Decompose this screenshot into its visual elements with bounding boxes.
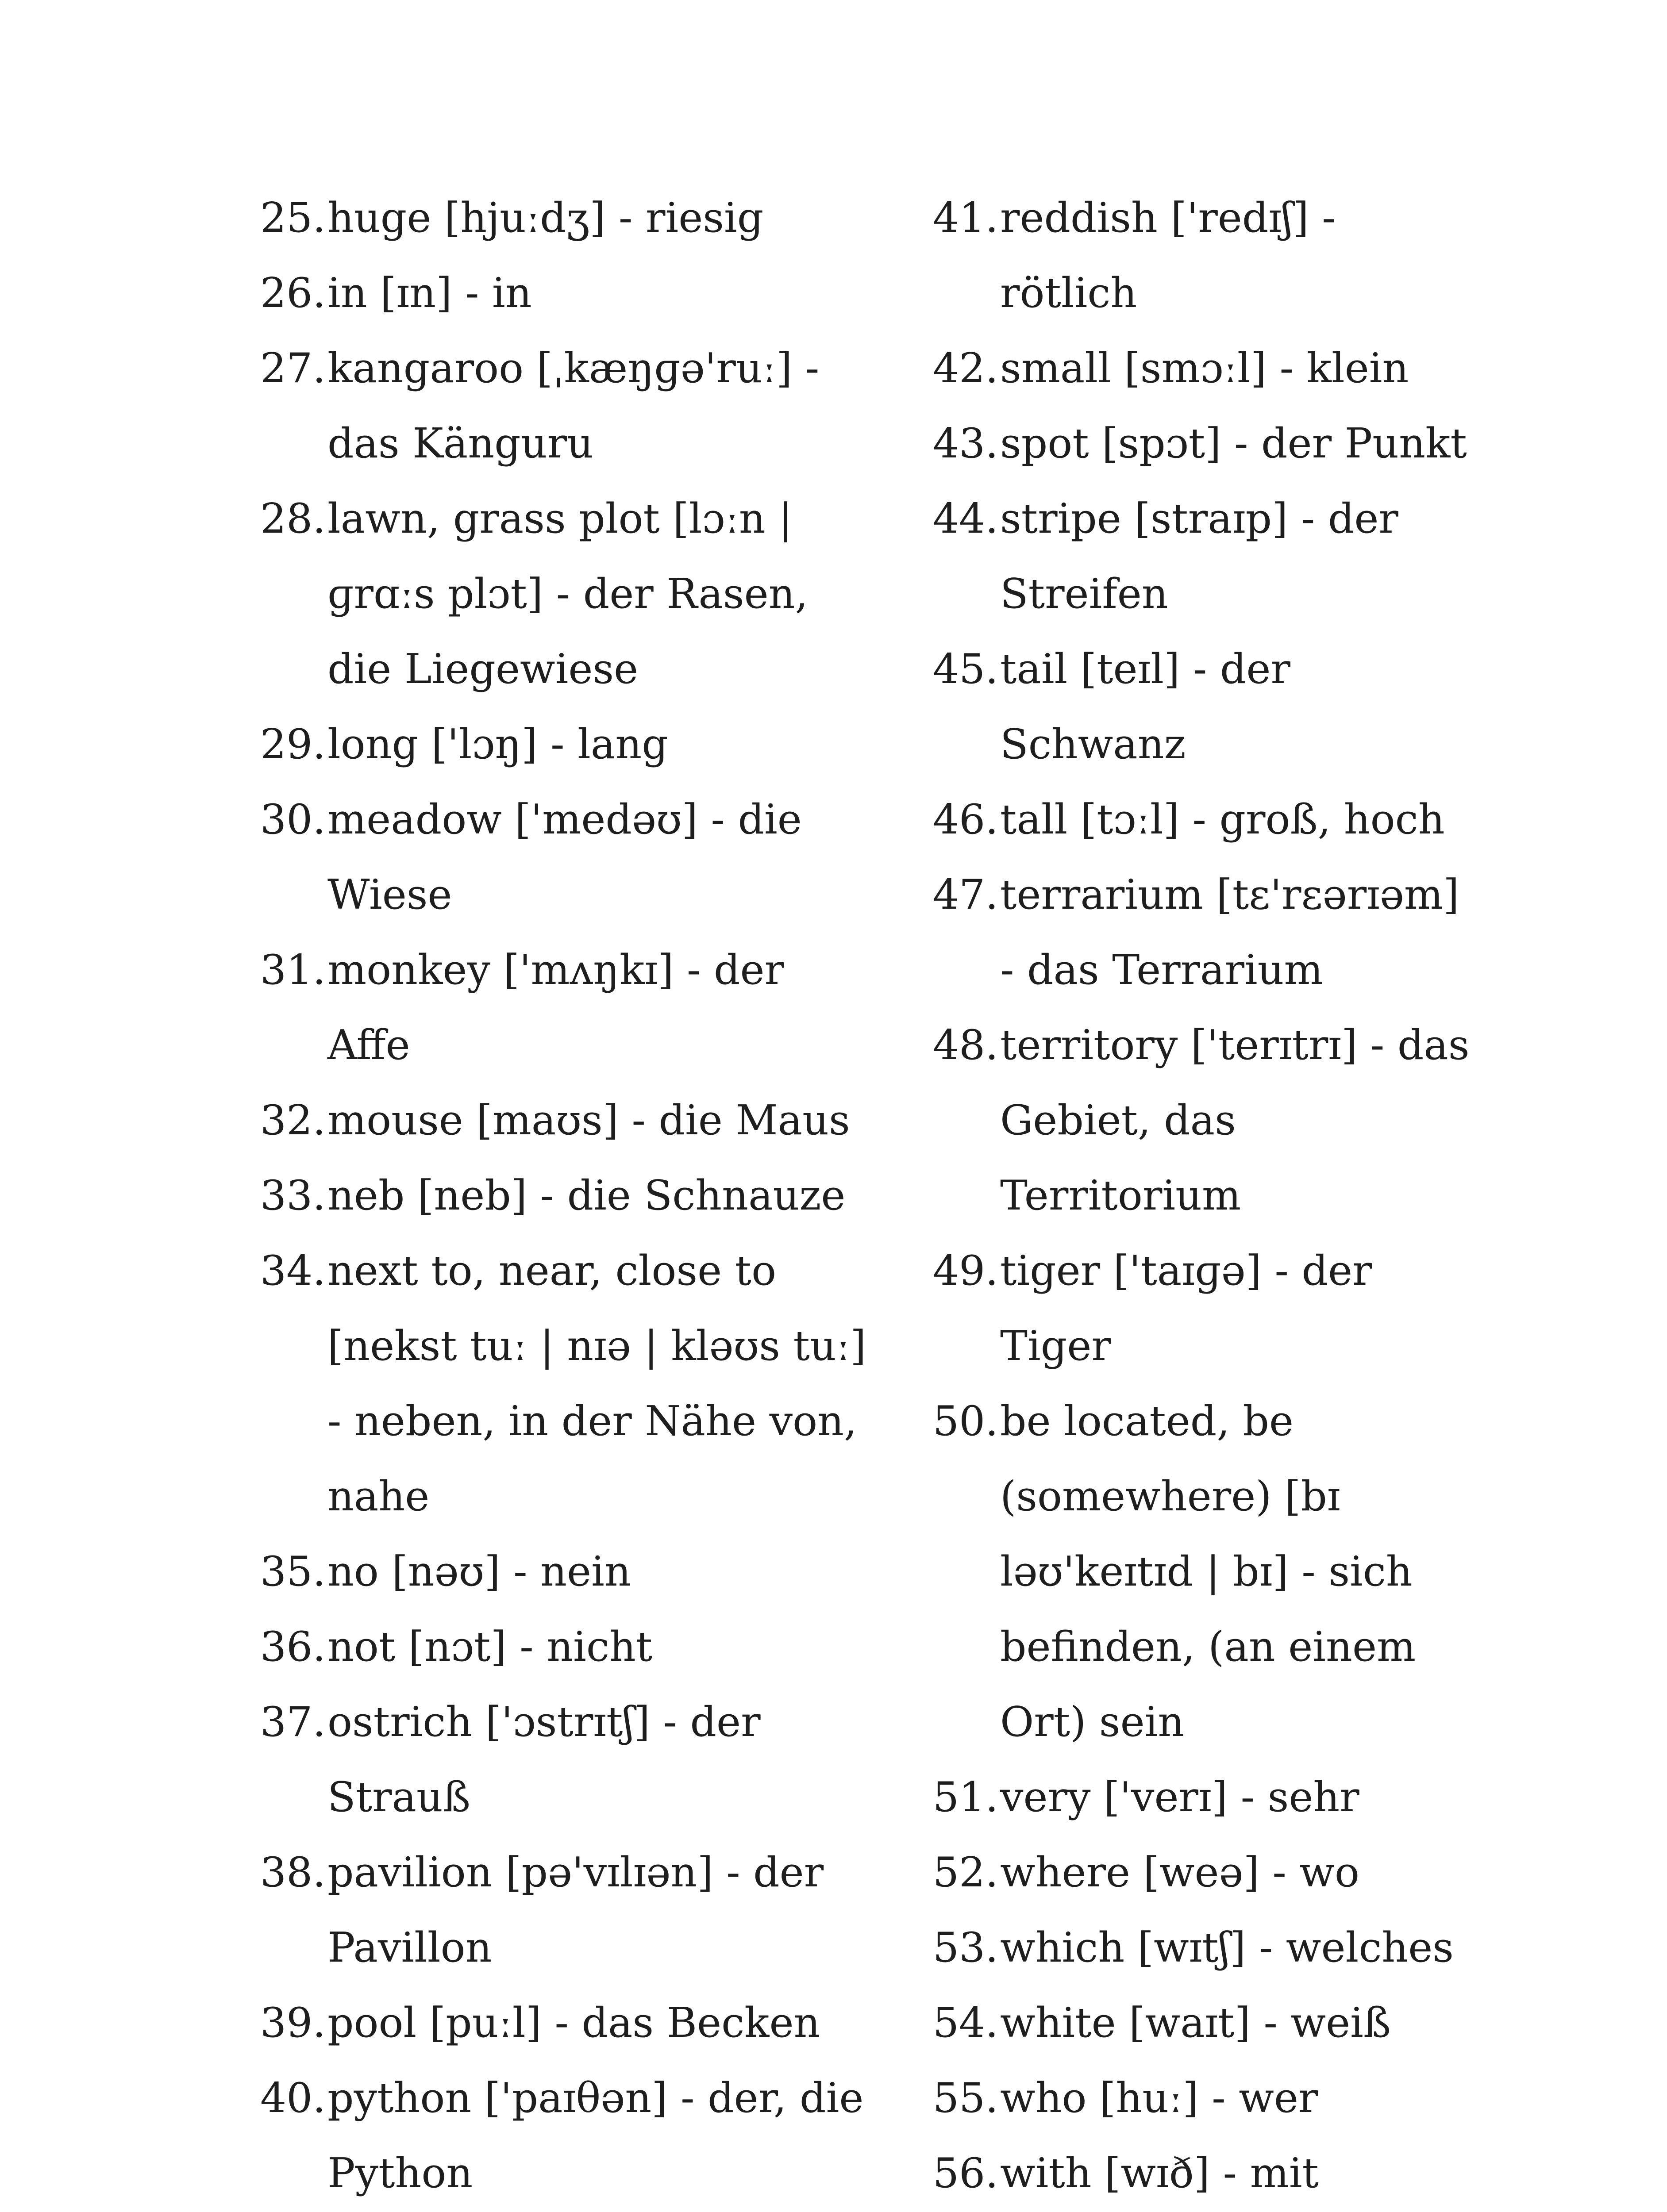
entry-number: 39.: [260, 1999, 326, 2047]
entry-text: monkey ['mʌŋkɪ] - der Affe: [327, 946, 784, 1069]
vocabulary-entry: [260, 1233, 871, 1534]
vocabulary-entry: [260, 330, 871, 481]
entry-text: territory ['terɪtrɪ] - das Gebiet, das Territorium: [1000, 1021, 1470, 1219]
vocabulary-entry: [933, 2060, 1473, 2135]
vocabulary-entry: [933, 857, 1473, 1007]
entry-text: tiger ['taɪɡə] - der Tiger: [1000, 1247, 1372, 1370]
vocabulary-list-right: [933, 180, 1473, 2212]
entry-number: 48.: [933, 1021, 998, 1069]
vocabulary-entry: [260, 2060, 871, 2211]
entry-text: tail [teɪl] - der Schwanz: [1000, 645, 1290, 768]
entry-number: 38.: [260, 1848, 326, 1896]
entry-text: not [nɔt] - nicht: [327, 1623, 653, 1671]
vocabulary-entry: [260, 1835, 871, 1985]
vocabulary-entry: [260, 1534, 871, 1609]
entry-text: pool [puːl] - das Becken: [327, 1999, 820, 2047]
entry-text: small [smɔːl] - klein: [1000, 344, 1409, 392]
vocabulary-entry: [260, 255, 871, 330]
entry-text: neb [neb] - die Schnauze: [327, 1171, 846, 1219]
entry-number: 45.: [933, 645, 998, 693]
vocabulary-list-left: [260, 180, 871, 2211]
entry-number: 50.: [933, 1397, 998, 1445]
entry-text: spot [spɔt] - der Punkt: [1000, 419, 1467, 467]
vocabulary-entry: [260, 481, 871, 707]
entry-text: next to, near, close to [nekst tuː | nɪə | kləʊs tuː] - neben, in der Nähe von, nahe: [327, 1247, 866, 1520]
entry-text: terrarium [tɛ'rɛərɪəm] - das Terrarium: [1000, 871, 1459, 994]
entry-number: 41.: [933, 194, 998, 242]
entry-number: 26.: [260, 269, 326, 317]
vocabulary-entry: [260, 1158, 871, 1233]
entry-number: 53.: [933, 1924, 998, 1971]
vocabulary-entry: [933, 330, 1473, 406]
vocabulary-entry: [933, 1985, 1473, 2060]
entry-text: who [huː] - wer: [1000, 2074, 1318, 2122]
entry-number: 49.: [933, 1247, 998, 1294]
entry-text: ostrich ['ɔstrɪtʃ] - der Strauß: [327, 1698, 761, 1821]
entry-text: which [wɪtʃ] - welches: [1000, 1924, 1454, 1971]
entry-number: 25.: [260, 194, 326, 242]
entry-number: 31.: [260, 946, 326, 994]
vocabulary-entry: [933, 2135, 1473, 2211]
entry-text: reddish ['redɪʃ] - rötlich: [1000, 194, 1336, 317]
vocabulary-entry: [933, 782, 1473, 857]
entry-number: 47.: [933, 871, 998, 918]
vocabulary-entry: [260, 1985, 871, 2060]
vocabulary-entry: [933, 1233, 1473, 1383]
entry-number: 51.: [933, 1773, 998, 1821]
vocabulary-entry: [260, 180, 871, 255]
entry-text: no [nəʊ] - nein: [327, 1548, 631, 1595]
vocabulary-entry: [260, 932, 871, 1083]
entry-number: 27.: [260, 344, 326, 392]
entry-text: with [wɪð] - mit: [1000, 2149, 1319, 2197]
vocabulary-entry: [933, 631, 1473, 782]
entry-number: 33.: [260, 1171, 326, 1219]
entry-text: very ['verɪ] - sehr: [1000, 1773, 1359, 1821]
entry-number: 29.: [260, 720, 326, 768]
entry-text: white [waɪt] - weiß: [1000, 1999, 1391, 2047]
entry-number: 32.: [260, 1096, 326, 1144]
entry-text: stripe [straɪp] - der Streifen: [1000, 495, 1398, 618]
vocabulary-entry: [933, 406, 1473, 481]
entry-number: 46.: [933, 795, 998, 843]
vocabulary-entry: [260, 707, 871, 782]
entry-number: 28.: [260, 495, 326, 542]
entry-number: 56.: [933, 2149, 998, 2197]
entry-number: 37.: [260, 1698, 326, 1746]
entry-number: 36.: [260, 1623, 326, 1671]
entry-text: long ['lɔŋ] - lang: [327, 720, 668, 768]
entry-text: tall [tɔːl] - groß, hoch: [1000, 795, 1445, 843]
entry-text: meadow ['medəʊ] - die Wiese: [327, 795, 802, 918]
entry-number: 40.: [260, 2074, 326, 2122]
vocabulary-entry: [933, 1007, 1473, 1233]
vocabulary-entry: [933, 1835, 1473, 1910]
entry-number: 42.: [933, 344, 998, 392]
entry-number: 52.: [933, 1848, 998, 1896]
entry-number: 55.: [933, 2074, 998, 2122]
entry-text: mouse [maʊs] - die Maus: [327, 1096, 850, 1144]
entry-number: 44.: [933, 495, 998, 542]
entry-text: lawn, grass plot [lɔːn | ɡrɑːs plɔt] - der Rasen, die Liegewiese: [327, 495, 808, 693]
entry-number: 34.: [260, 1247, 326, 1294]
entry-text: kangaroo [ˌkæŋɡə'ruː] - das Känguru: [327, 344, 820, 467]
vocabulary-entry: [933, 1759, 1473, 1835]
entry-text: huge [hjuːdʒ] - riesig: [327, 194, 764, 242]
entry-text: where [weə] - wo: [1000, 1848, 1359, 1896]
entry-text: pavilion [pə'vɪlɪən] - der Pavillon: [327, 1848, 824, 1971]
vocabulary-entry: [260, 1609, 871, 1684]
entry-number: 30.: [260, 795, 326, 843]
vocabulary-entry: [260, 1083, 871, 1158]
vocabulary-entry: [260, 1684, 871, 1835]
entry-number: 54.: [933, 1999, 998, 2047]
entry-text: in [ɪn] - in: [327, 269, 532, 317]
entry-number: 35.: [260, 1548, 326, 1595]
entry-text: python ['paɪθən] - der, die Python: [327, 2074, 864, 2197]
entry-number: 43.: [933, 419, 998, 467]
vocabulary-entry: [933, 481, 1473, 631]
entry-text: be located, be (somewhere) [bɪ ləʊ'keɪtɪd | bɪ] - sich befinden, (an einem Ort) sein: [1000, 1397, 1416, 1746]
vocabulary-entry: [933, 1383, 1473, 1759]
vocabulary-entry: [260, 782, 871, 932]
vocabulary-entry: [933, 1910, 1473, 1985]
vocabulary-entry: [933, 180, 1473, 330]
